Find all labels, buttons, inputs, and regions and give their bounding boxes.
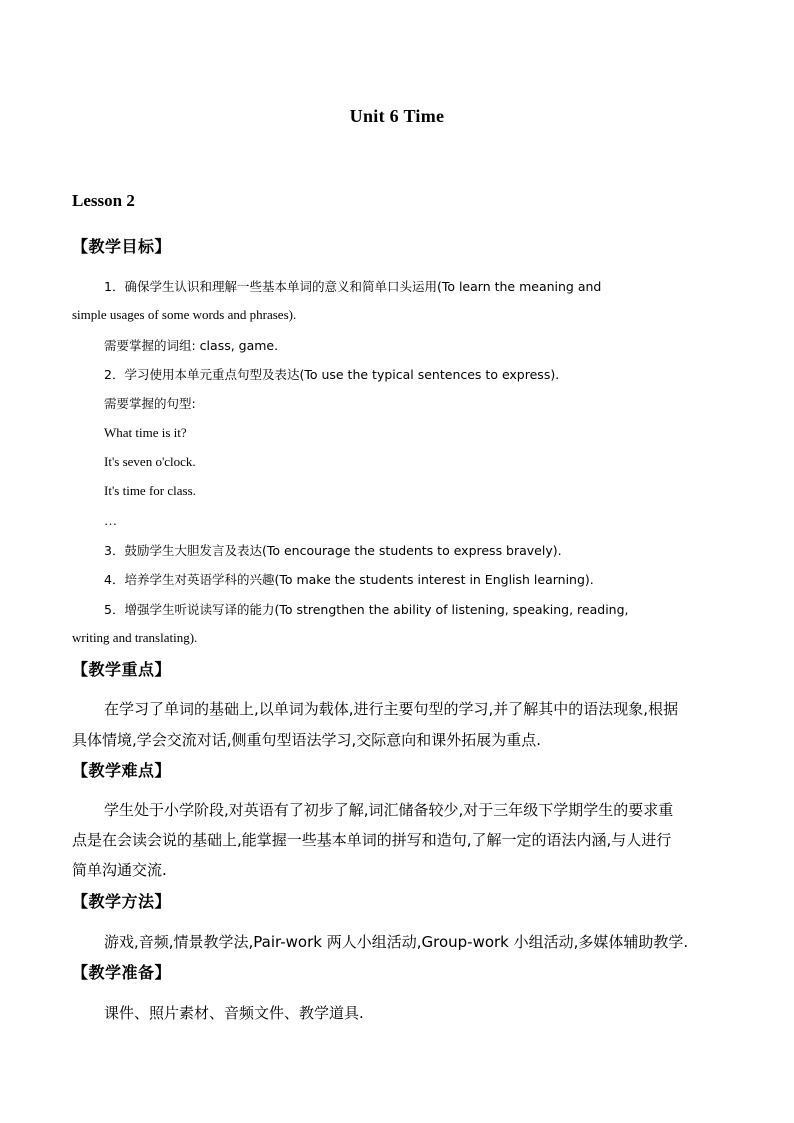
heading-preparation: 【教学准备】 <box>72 963 172 982</box>
objective-1-line-1: 1．确保学生认识和理解一些基本单词的意义和简单口头运用(To learn the meaning and <box>104 279 602 294</box>
heading-methods: 【教学方法】 <box>72 892 172 911</box>
page-title: Unit 6 Time <box>349 106 445 126</box>
key-points-line-1: 在学习了单词的基础上,以单词为载体,进行主要句型的学习,并了解其中的语法现象,根据 <box>104 700 679 718</box>
objective-3: 3．鼓励学生大胆发言及表达(To encourage the students to express bravely). <box>104 543 562 558</box>
difficulties-line-3: 简单沟通交流. <box>72 861 167 879</box>
key-points-line-2: 具体情境,学会交流对话,侧重句型语法学习,交际意向和课外拓展为重点. <box>72 731 542 749</box>
phrases-line: 需要掌握的词组: class, game. <box>104 338 279 353</box>
sentence-3: It's time for class. <box>104 483 196 498</box>
difficulties-line-1: 学生处于小学阶段,对英语有了初步了解,词汇储备较少,对于三年级下学期学生的要求重 <box>104 801 674 819</box>
difficulties-line-2: 点是在会读会说的基础上,能掌握一些基本单词的拼写和造句,了解一定的语法内涵,与人进行 <box>72 831 672 849</box>
lesson-label: Lesson 2 <box>72 191 135 210</box>
objective-5-line-1: 5．增强学生听说读写译的能力(To strengthen the ability of listening, speaking, reading, <box>104 602 629 617</box>
objective-2: 2．学习使用本单元重点句型及表达(To use the typical sentences to express). <box>104 367 560 382</box>
methods-line-1: 游戏,音频,情景教学法,Pair-work 两人小组活动,Group-work 小组活动,多媒体辅助教学. <box>104 933 689 951</box>
objective-1-line-2: simple usages of some words and phrases). <box>72 307 297 322</box>
heading-objectives: 【教学目标】 <box>72 237 172 256</box>
heading-key-points: 【教学重点】 <box>72 660 172 679</box>
sentences-label: 需要掌握的句型: <box>104 396 196 411</box>
sentence-2: It's seven o'clock. <box>104 454 196 469</box>
objective-4: 4．培养学生对英语学科的兴趣(To make the students interest in English learning). <box>104 572 594 587</box>
ellipsis: … <box>104 513 117 528</box>
sentence-1: What time is it? <box>104 425 187 440</box>
objective-5-line-2: writing and translating). <box>72 630 198 645</box>
heading-difficulties: 【教学难点】 <box>72 761 172 780</box>
preparation-line-1: 课件、照片素材、音频文件、教学道具. <box>104 1004 364 1022</box>
